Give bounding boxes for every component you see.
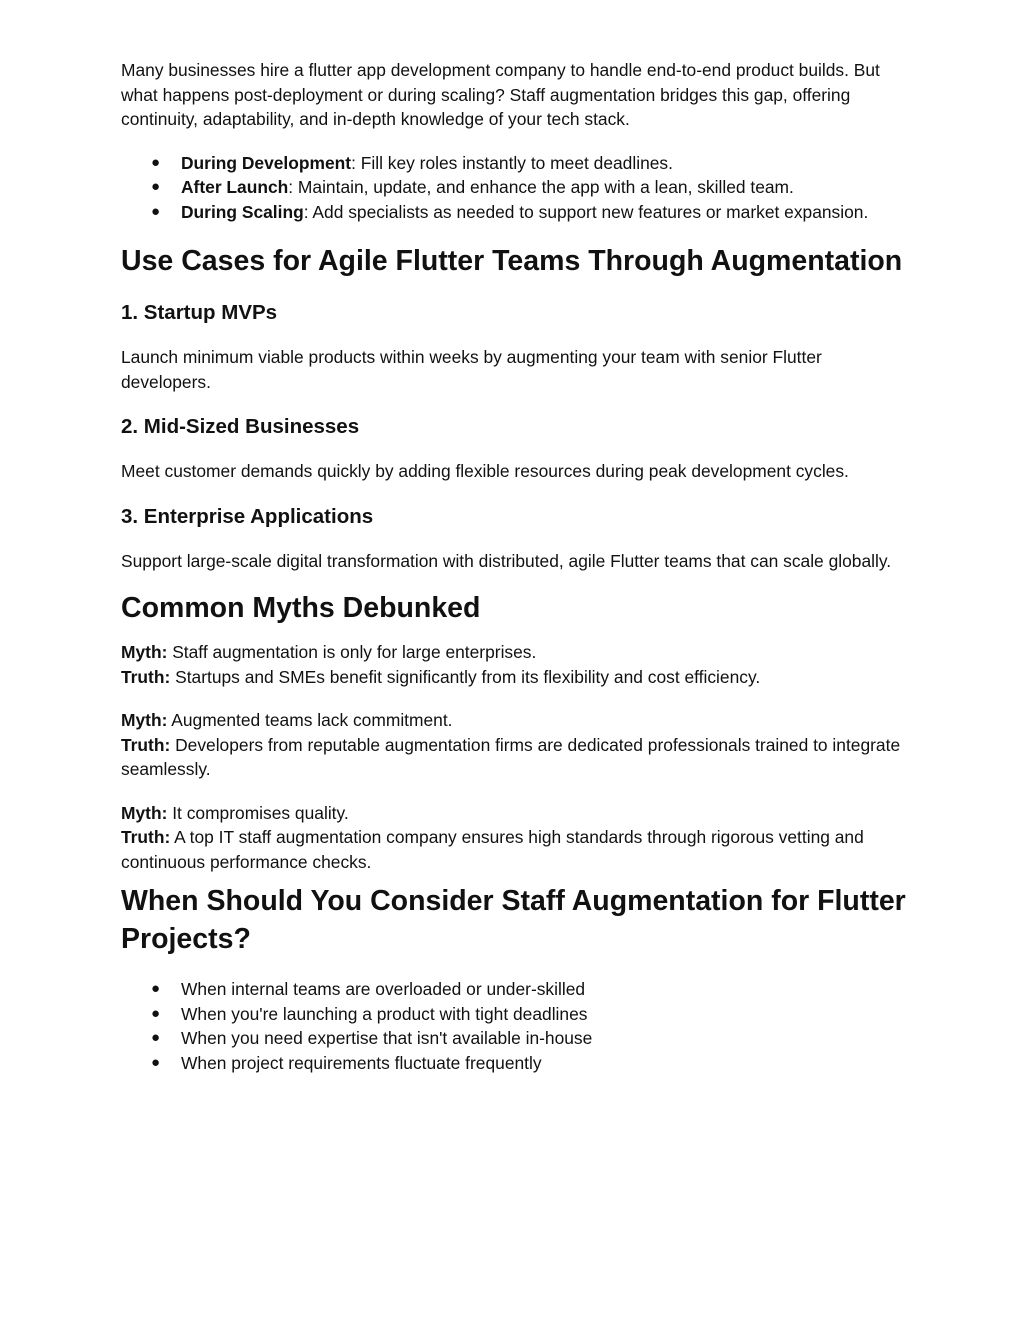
truth-line	[121, 733, 911, 782]
phase-list	[121, 151, 911, 225]
bullet-icon: ●	[151, 178, 161, 195]
bullet-icon: ●	[151, 1004, 161, 1022]
list-item	[121, 1051, 911, 1076]
myth-text: Staff augmentation is only for large enterprises.	[167, 642, 537, 662]
use-case-title: 2. Mid-Sized Businesses	[121, 415, 360, 438]
list-item	[121, 151, 911, 176]
myth-block	[121, 801, 911, 875]
myth-block	[121, 640, 911, 689]
use-case-text: Support large-scale digital transformation with distributed, agile Flutter teams that can scale globally.	[121, 550, 892, 571]
bullet-icon: ●	[151, 980, 161, 997]
myth-line	[121, 708, 911, 733]
list-item	[121, 175, 911, 200]
phase-label: During Scaling	[181, 201, 304, 222]
use-cases-heading: Use Cases for Agile Flutter Teams Through Augmentation	[121, 245, 903, 277]
myth-label: Myth:	[121, 710, 168, 730]
use-case-text: Launch minimum viable products within weeks by augmenting your team with senior Flutter developers.	[121, 347, 822, 392]
truth-label: Truth:	[121, 666, 171, 687]
phase-label: After Launch	[181, 177, 289, 197]
use-case-title: 3. Enterprise Applications	[121, 504, 374, 528]
bullet-icon: ●	[151, 1053, 161, 1071]
intro-paragraph: Many businesses hire a flutter app development company to handle end-to-end product builds. But what happens post-deployment or during scaling? Staff augmentation bridges this gap, offering continuity, adaptability, and in-depth knowledge of your tech stack.	[121, 60, 880, 129]
list-item	[121, 977, 911, 1002]
myth-text: Augmented teams lack commitment.	[167, 710, 453, 730]
document-page	[121, 58, 911, 1075]
myth-label: Myth:	[121, 802, 168, 823]
list-item	[121, 1026, 911, 1051]
bullet-icon: ●	[151, 1029, 161, 1046]
phase-text: : Fill key roles instantly to meet deadlines.	[351, 152, 673, 173]
bullet-icon: ●	[151, 153, 161, 171]
myth-line	[121, 801, 911, 826]
list-item	[121, 200, 911, 225]
myth-block	[121, 708, 911, 782]
list-item	[121, 1002, 911, 1027]
when-item-text: When you need expertise that isn't available in-house	[181, 1028, 593, 1048]
phase-text: : Maintain, update, and enhance the app with a lean, skilled team.	[288, 177, 794, 197]
when-heading: When Should You Consider Staff Augmentation for Flutter Projects?	[121, 885, 906, 955]
when-list	[121, 977, 911, 1075]
truth-line	[121, 825, 911, 874]
phase-label: During Development	[181, 152, 352, 173]
phase-text: : Add specialists as needed to support new features or market expansion.	[303, 201, 869, 222]
myth-line	[121, 640, 911, 665]
truth-label: Truth:	[121, 827, 171, 847]
use-case-text: Meet customer demands quickly by adding flexible resources during peak development cycles.	[121, 461, 849, 481]
when-item-text: When you're launching a product with tight deadlines	[181, 1003, 588, 1024]
myth-text: It compromises quality.	[167, 802, 349, 823]
truth-text: A top IT staff augmentation company ensures high standards through rigorous vetting and continuous performance checks.	[121, 827, 864, 872]
bullet-icon: ●	[151, 202, 161, 220]
use-case-title: 1. Startup MVPs	[121, 301, 278, 324]
myth-label: Myth:	[121, 642, 168, 662]
truth-line	[121, 665, 911, 690]
truth-text: Startups and SMEs benefit significantly from its flexibility and cost efficiency.	[170, 666, 761, 687]
when-item-text: When internal teams are overloaded or under-skilled	[181, 979, 586, 999]
truth-label: Truth:	[121, 734, 171, 755]
when-item-text: When project requirements fluctuate frequently	[181, 1052, 542, 1073]
myths-heading: Common Myths Debunked	[121, 592, 481, 624]
truth-text: Developers from reputable augmentation firms are dedicated professionals trained to integrate seamlessly.	[121, 734, 901, 779]
